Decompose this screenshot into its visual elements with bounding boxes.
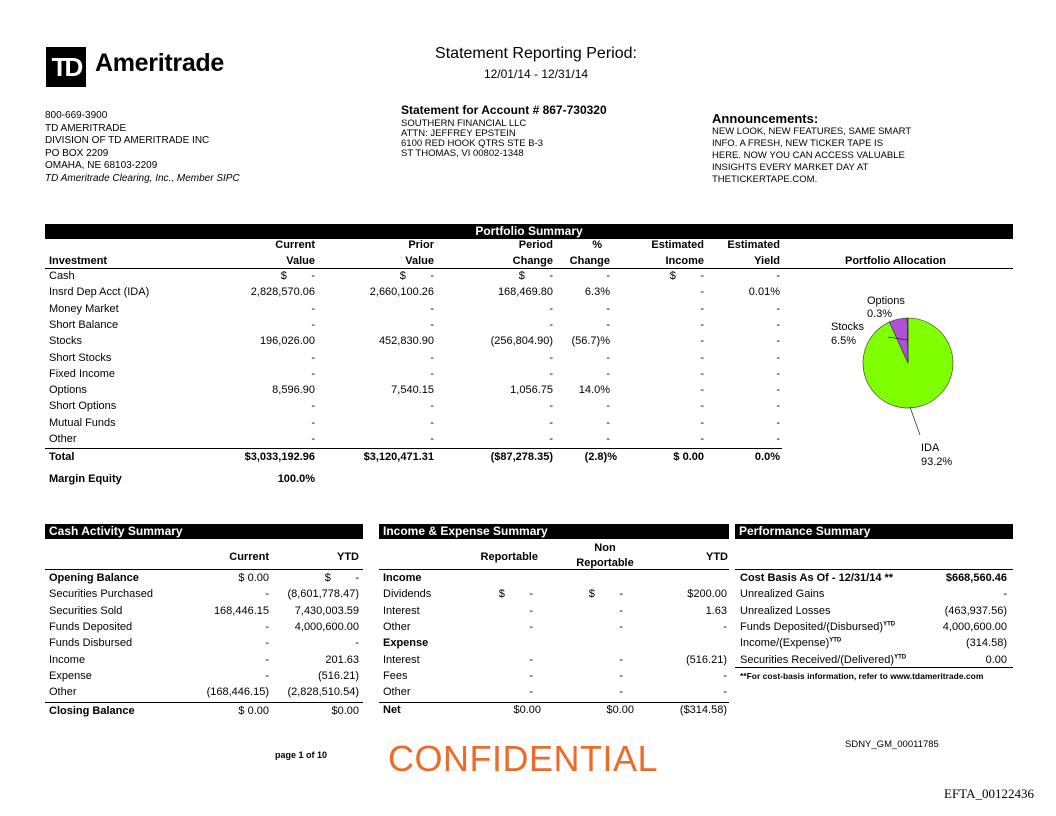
portfolio-cell-income: - bbox=[700, 384, 704, 397]
portfolio-cell-current: - bbox=[311, 433, 315, 445]
portfolio-cell-change: - bbox=[549, 302, 553, 315]
ie-cell-name: Interest bbox=[383, 653, 420, 666]
portfolio-cell-pct: - bbox=[606, 416, 610, 429]
broker-address bbox=[45, 110, 240, 185]
total-change: ($87,278.35) bbox=[490, 451, 553, 463]
portfolio-header-row-1 bbox=[45, 239, 815, 255]
options-slice-label: Options bbox=[867, 295, 905, 307]
announcement-line: NEW LOOK, NEW FEATURES, SAME SMART bbox=[712, 126, 912, 137]
portfolio-row-name: Short Stocks bbox=[49, 351, 112, 364]
portfolio-cell-pct: - bbox=[606, 318, 610, 331]
account-address bbox=[401, 119, 543, 159]
portfolio-cell-income: - bbox=[700, 416, 704, 429]
cash-cell-ytd: (8,601,778.47) bbox=[287, 588, 359, 601]
cash-cell-ytd: (516.21) bbox=[318, 669, 359, 682]
stocks-slice-label: Stocks bbox=[831, 321, 865, 333]
perf-row-name: Funds Deposited/(Disbursed) bbox=[740, 620, 884, 633]
portfolio-cell-current: - bbox=[311, 400, 315, 413]
cash-cell-name: Funds Disbursed bbox=[49, 637, 133, 650]
portfolio-cell-change: 1,056.75 bbox=[510, 384, 553, 397]
ie-cell-name: Expense bbox=[383, 637, 429, 650]
ie-cell-rep: - bbox=[529, 653, 533, 666]
portfolio-row-name: Insrd Dep Acct (IDA) bbox=[49, 286, 150, 299]
portfolio-row-name: Other bbox=[49, 433, 77, 445]
col-prior-label: Prior bbox=[408, 239, 434, 251]
portfolio-row bbox=[45, 335, 815, 351]
perf-row-name: Cost Basis As Of - 12/31/14 ** bbox=[740, 572, 894, 584]
perf-header-rule bbox=[735, 569, 1013, 570]
portfolio-cell-current: 2,828,570.06 bbox=[250, 286, 315, 299]
account-title: Statement for Account # 867-730320 bbox=[401, 103, 607, 117]
portfolio-cell-pct: - bbox=[606, 400, 610, 413]
pie-slices bbox=[863, 318, 953, 408]
cash-cell-current: - bbox=[265, 588, 269, 601]
portfolio-header-rule bbox=[45, 268, 1013, 269]
portfolio-row bbox=[45, 270, 815, 286]
ie-row bbox=[379, 572, 729, 588]
portfolio-total-row bbox=[45, 451, 815, 467]
portfolio-row-name: Options bbox=[49, 384, 87, 397]
col-estyld-label-2: Yield bbox=[754, 255, 780, 267]
ida-slice-label: IDA bbox=[921, 442, 940, 454]
portfolio-cell-income: - bbox=[700, 286, 704, 299]
col-prior-label-2: Value bbox=[405, 255, 434, 267]
cash-row bbox=[45, 686, 363, 702]
cash-row bbox=[45, 572, 363, 588]
portfolio-row bbox=[45, 400, 815, 416]
col-estyld-label: Estimated bbox=[727, 239, 780, 251]
ie-net-row bbox=[379, 704, 729, 720]
closing-balance-ytd: $0.00 bbox=[331, 705, 359, 717]
portfolio-cell-pct: (56.7)% bbox=[571, 335, 610, 348]
performance-header: Performance Summary bbox=[735, 524, 1013, 539]
cash-cell-ytd: - bbox=[355, 637, 359, 650]
ie-cell-non: $ - bbox=[588, 588, 623, 601]
account-line: SOUTHERN FINANCIAL LLC bbox=[401, 118, 527, 129]
portfolio-total-rule bbox=[45, 448, 782, 449]
perf-row-label bbox=[740, 654, 906, 666]
ie-cell-rep: - bbox=[529, 604, 533, 617]
portfolio-cell-pct: - bbox=[606, 367, 610, 380]
portfolio-row-name: Fixed Income bbox=[49, 367, 116, 380]
col-estinc-label: Estimated bbox=[651, 239, 704, 251]
portfolio-cell-prior: - bbox=[430, 400, 434, 413]
ie-cell-name: Other bbox=[383, 686, 411, 699]
perf-row bbox=[735, 572, 1013, 588]
perf-row-label bbox=[740, 572, 893, 584]
portfolio-row bbox=[45, 319, 815, 335]
ie-cell-name: Other bbox=[383, 620, 411, 633]
ie-cell-ytd: - bbox=[723, 669, 727, 682]
cash-cell-current: - bbox=[265, 620, 269, 633]
perf-row bbox=[735, 621, 1013, 637]
margin-equity-value: 100.0% bbox=[277, 473, 315, 485]
ie-net-rule bbox=[379, 702, 729, 703]
portfolio-cell-prior: 452,830.90 bbox=[378, 335, 434, 348]
ie-row bbox=[379, 588, 729, 604]
portfolio-cell-yield: - bbox=[776, 367, 780, 380]
cash-header-rule bbox=[45, 569, 363, 570]
total-income: $ 0.00 bbox=[673, 451, 704, 463]
portfolio-cell-prior: 2,660,100.26 bbox=[369, 286, 434, 299]
portfolio-row bbox=[45, 303, 815, 319]
perf-row-label bbox=[740, 637, 841, 649]
announcements-body bbox=[712, 126, 952, 186]
ie-cell-ytd: - bbox=[723, 686, 727, 699]
margin-equity-label: Margin Equity bbox=[49, 473, 122, 485]
portfolio-row-name: Mutual Funds bbox=[49, 416, 116, 429]
col-pct-label: % bbox=[592, 239, 602, 251]
cash-cell-name: Opening Balance bbox=[49, 572, 139, 584]
perf-row-superscript: YTD bbox=[883, 621, 896, 628]
portfolio-row bbox=[45, 352, 815, 368]
address-line: PO BOX 2209 bbox=[45, 147, 109, 159]
address-line: 800-669-3900 bbox=[45, 110, 108, 121]
net-nonreportable: $0.00 bbox=[606, 704, 634, 716]
account-line: ATTN: JEFFREY EPSTEIN bbox=[401, 128, 516, 139]
ie-cell-rep: - bbox=[529, 669, 533, 682]
cash-row bbox=[45, 588, 363, 604]
perf-bottom-rule bbox=[735, 667, 1013, 668]
ie-cell-ytd: (516.21) bbox=[686, 653, 727, 666]
ie-row bbox=[379, 654, 729, 670]
portfolio-row bbox=[45, 286, 815, 302]
col-current-label: Current bbox=[275, 239, 315, 251]
portfolio-cell-prior: - bbox=[430, 302, 434, 315]
portfolio-cell-current: - bbox=[311, 302, 315, 315]
portfolio-cell-yield: - bbox=[776, 384, 780, 397]
stocks-slice-pct: 6.5% bbox=[831, 335, 857, 347]
portfolio-cell-current: 196,026.00 bbox=[259, 335, 315, 348]
perf-row-value: - bbox=[1003, 588, 1007, 601]
col-period-label-2: Change bbox=[512, 255, 553, 267]
ie-cell-ytd: 1.63 bbox=[705, 604, 727, 617]
total-label: Total bbox=[49, 451, 75, 463]
ie-cell-ytd: $200.00 bbox=[687, 588, 727, 601]
portfolio-cell-income: - bbox=[700, 302, 704, 315]
portfolio-row bbox=[45, 433, 815, 449]
perf-row bbox=[735, 637, 1013, 653]
portfolio-cell-pct: - bbox=[606, 433, 610, 445]
td-logo-mark: TD bbox=[46, 47, 86, 87]
portfolio-cell-prior: 7,540.15 bbox=[391, 384, 434, 397]
page-number: page 1 of 10 bbox=[275, 750, 328, 760]
ie-row bbox=[379, 670, 729, 686]
portfolio-cell-current: - bbox=[311, 318, 315, 331]
closing-balance-current: $ 0.00 bbox=[238, 705, 269, 717]
portfolio-cell-change: - bbox=[549, 351, 553, 364]
perf-row-name: Unrealized Gains bbox=[740, 588, 825, 601]
ie-cell-non: - bbox=[619, 604, 623, 617]
cash-col-current: Current bbox=[229, 551, 269, 563]
portfolio-cell-income: $ - bbox=[669, 270, 704, 282]
announcement-line: INFO. A FRESH, NEW TICKER TAPE IS bbox=[712, 138, 884, 149]
portfolio-cell-pct: - bbox=[606, 270, 610, 282]
portfolio-cell-income: - bbox=[700, 433, 704, 445]
net-reportable: $0.00 bbox=[513, 704, 541, 716]
portfolio-cell-current: - bbox=[311, 416, 315, 429]
cash-cell-name: Securities Purchased bbox=[49, 588, 153, 601]
portfolio-cell-pct: - bbox=[606, 302, 610, 315]
portfolio-cell-change: - bbox=[549, 416, 553, 429]
portfolio-cell-current: 8,596.90 bbox=[272, 384, 315, 397]
ie-row bbox=[379, 605, 729, 621]
cash-activity-header: Cash Activity Summary bbox=[45, 524, 363, 539]
cash-row bbox=[45, 605, 363, 621]
cash-cell-ytd: (2,828,510.54) bbox=[287, 686, 359, 699]
perf-row-name: Securities Received/(Delivered) bbox=[740, 653, 895, 666]
cash-cell-current: 168,446.15 bbox=[213, 604, 269, 617]
announcements-title: Announcements: bbox=[712, 111, 819, 126]
portfolio-cell-change: - bbox=[549, 400, 553, 413]
portfolio-row bbox=[45, 417, 815, 433]
portfolio-allocation-pie bbox=[820, 285, 1020, 475]
perf-row bbox=[735, 588, 1013, 604]
cash-row bbox=[45, 670, 363, 686]
statement-period-title: Statement Reporting Period: bbox=[435, 45, 637, 62]
portfolio-row-name: Short Options bbox=[49, 400, 117, 413]
announcement-line: THETICKERTAPE.COM. bbox=[712, 174, 818, 185]
perf-row-label bbox=[740, 605, 831, 617]
ie-cell-rep: $ - bbox=[498, 588, 533, 601]
cash-cell-ytd: 7,430,003.59 bbox=[294, 604, 359, 617]
portfolio-cell-change: 168,469.80 bbox=[497, 286, 553, 299]
total-pct: (2.8)% bbox=[584, 451, 617, 463]
cash-cell-name: Securities Sold bbox=[49, 604, 123, 617]
sdny-bates-number: SDNY_GM_00011785 bbox=[845, 739, 939, 750]
portfolio-cell-yield: - bbox=[776, 351, 780, 364]
cash-cell-ytd: 4,000,600.00 bbox=[294, 620, 359, 633]
statement-period-dates: 12/01/14 - 12/31/14 bbox=[483, 67, 589, 81]
portfolio-cell-current: - bbox=[311, 367, 315, 380]
broker-member-line: TD Ameritrade Clearing, Inc., Member SIPC bbox=[45, 172, 240, 184]
portfolio-cell-income: - bbox=[700, 367, 704, 380]
announcement-line: HERE. NOW YOU CAN ACCESS VALUABLE bbox=[712, 150, 905, 161]
ida-leader-line bbox=[910, 407, 920, 435]
ie-cell-non: - bbox=[619, 669, 623, 682]
portfolio-cell-prior: - bbox=[430, 433, 434, 445]
income-expense-header: Income & Expense Summary bbox=[379, 524, 729, 539]
portfolio-cell-prior: - bbox=[430, 351, 434, 364]
cash-row bbox=[45, 637, 363, 653]
account-line: 6100 RED HOOK QTRS STE B-3 bbox=[401, 138, 544, 149]
margin-equity-row bbox=[45, 473, 815, 489]
portfolio-cell-change: - bbox=[549, 433, 553, 445]
ie-col-reportable: Reportable bbox=[480, 551, 538, 563]
ie-cell-rep: - bbox=[529, 686, 533, 699]
closing-balance-label: Closing Balance bbox=[49, 705, 135, 717]
total-yield: 0.0% bbox=[754, 451, 780, 463]
cash-cell-current: - bbox=[265, 637, 269, 650]
perf-footnote: **For cost-basis information, refer to www.tdameritrade.com bbox=[740, 671, 984, 681]
portfolio-cell-yield: - bbox=[776, 416, 780, 429]
cash-cell-ytd: 201.63 bbox=[325, 653, 359, 666]
ie-col-nonreportable-1: Non bbox=[594, 542, 616, 554]
ie-header-rule bbox=[379, 569, 729, 570]
perf-row-value: 0.00 bbox=[985, 653, 1007, 666]
cash-cell-name: Funds Deposited bbox=[49, 620, 133, 633]
cash-cell-current: (168,446.15) bbox=[206, 686, 269, 699]
ie-cell-ytd: - bbox=[723, 620, 727, 633]
cash-cell-ytd: $ - bbox=[324, 572, 359, 584]
perf-row-label bbox=[740, 588, 824, 600]
portfolio-row-name: Short Balance bbox=[49, 318, 119, 331]
perf-row-name: Unrealized Losses bbox=[740, 604, 831, 617]
efta-bates-number: EFTA_00122436 bbox=[944, 786, 1034, 801]
col-estinc-label-2: Income bbox=[665, 255, 704, 267]
portfolio-cell-income: - bbox=[700, 335, 704, 348]
ie-cell-name: Income bbox=[383, 572, 422, 584]
col-current-label-2: Value bbox=[286, 255, 315, 267]
cash-cell-name: Income bbox=[49, 653, 86, 666]
portfolio-cell-pct: 6.3% bbox=[584, 286, 610, 299]
cash-col-ytd: YTD bbox=[337, 551, 359, 563]
cash-closing-rule bbox=[45, 702, 363, 703]
cash-closing-row bbox=[45, 705, 363, 721]
portfolio-cell-yield: - bbox=[776, 400, 780, 413]
portfolio-cell-current: $ - bbox=[280, 270, 315, 282]
total-prior: $3,120,471.31 bbox=[363, 451, 434, 463]
cash-cell-current: - bbox=[265, 669, 269, 682]
portfolio-cell-income: - bbox=[700, 318, 704, 331]
address-line: TD AMERITRADE bbox=[45, 122, 127, 134]
portfolio-cell-change: - bbox=[549, 367, 553, 380]
ie-cell-rep: - bbox=[529, 620, 533, 633]
perf-row-superscript: YTD bbox=[894, 653, 907, 660]
portfolio-cell-change: - bbox=[549, 318, 553, 331]
ida-slice-pct: 93.2% bbox=[921, 456, 953, 468]
perf-row bbox=[735, 605, 1013, 621]
confidential-stamp: CONFIDENTIAL bbox=[388, 738, 659, 779]
perf-row-value: (314.58) bbox=[966, 637, 1007, 650]
ie-cell-name: Fees bbox=[383, 669, 408, 682]
portfolio-cell-prior: - bbox=[430, 318, 434, 331]
portfolio-cell-current: - bbox=[311, 351, 315, 364]
address-line: OMAHA, NE 68103-2209 bbox=[45, 160, 158, 171]
perf-row-value: (463,937.56) bbox=[944, 604, 1007, 617]
portfolio-cell-income: - bbox=[700, 351, 704, 364]
cash-cell-current: - bbox=[265, 653, 269, 666]
perf-row-value: 4,000,600.00 bbox=[942, 620, 1007, 633]
portfolio-row bbox=[45, 384, 815, 400]
cash-cell-current: $ 0.00 bbox=[238, 572, 269, 584]
ie-cell-name: Dividends bbox=[383, 588, 432, 601]
portfolio-row-name: Money Market bbox=[49, 302, 119, 315]
col-investment-label: Investment bbox=[49, 255, 108, 267]
portfolio-cell-prior: - bbox=[430, 367, 434, 380]
portfolio-cell-yield: - bbox=[776, 335, 780, 348]
portfolio-cell-yield: - bbox=[776, 302, 780, 315]
cash-row bbox=[45, 654, 363, 670]
perf-row-label bbox=[740, 621, 895, 633]
portfolio-row-name: Stocks bbox=[49, 335, 83, 348]
portfolio-cell-yield: 0.01% bbox=[748, 286, 780, 299]
cash-cell-name: Other bbox=[49, 686, 77, 699]
portfolio-row bbox=[45, 368, 815, 384]
ie-cell-non: - bbox=[619, 686, 623, 699]
ie-row bbox=[379, 686, 729, 702]
portfolio-cell-prior: $ - bbox=[399, 270, 434, 282]
announcement-line: INSIGHTS EVERY MARKET DAY AT bbox=[712, 162, 869, 173]
total-current: $3,033,192.96 bbox=[244, 451, 315, 463]
ie-cell-non: - bbox=[619, 653, 623, 666]
col-period-label: Period bbox=[518, 239, 553, 251]
ameritrade-logo-text: Ameritrade bbox=[95, 49, 224, 77]
portfolio-cell-yield: - bbox=[776, 318, 780, 331]
account-line: ST THOMAS, VI 00802-1348 bbox=[401, 148, 524, 159]
ie-row bbox=[379, 621, 729, 637]
net-label: Net bbox=[383, 704, 401, 716]
portfolio-cell-income: - bbox=[700, 400, 704, 413]
portfolio-cell-prior: - bbox=[430, 416, 434, 429]
portfolio-row-name: Cash bbox=[49, 270, 75, 282]
ie-cell-non: - bbox=[619, 620, 623, 633]
perf-row-value: $668,560.46 bbox=[945, 572, 1007, 584]
portfolio-cell-change: $ - bbox=[518, 270, 553, 282]
perf-row-superscript: YTD bbox=[829, 637, 842, 644]
cash-cell-name: Expense bbox=[49, 669, 92, 682]
portfolio-cell-change: (256,804.90) bbox=[490, 335, 553, 348]
ie-cell-name: Interest bbox=[383, 604, 420, 617]
portfolio-cell-pct: - bbox=[606, 351, 610, 364]
ie-col-ytd: YTD bbox=[706, 551, 728, 563]
col-pct-label-2: Change bbox=[569, 255, 610, 267]
portfolio-cell-yield: - bbox=[776, 270, 780, 282]
portfolio-cell-yield: - bbox=[776, 433, 780, 445]
net-ytd: ($314.58) bbox=[679, 704, 727, 716]
portfolio-summary-header: Portfolio Summary bbox=[45, 224, 1013, 239]
ie-row bbox=[379, 637, 729, 653]
address-line: DIVISION OF TD AMERITRADE INC bbox=[45, 135, 210, 146]
cash-row bbox=[45, 621, 363, 637]
portfolio-allocation-label: Portfolio Allocation bbox=[845, 255, 947, 267]
portfolio-cell-pct: 14.0% bbox=[578, 384, 610, 397]
options-slice-pct: 0.3% bbox=[867, 308, 893, 320]
ie-col-nonreportable-2: Reportable bbox=[576, 557, 634, 569]
perf-row-name: Income/(Expense) bbox=[740, 637, 830, 650]
